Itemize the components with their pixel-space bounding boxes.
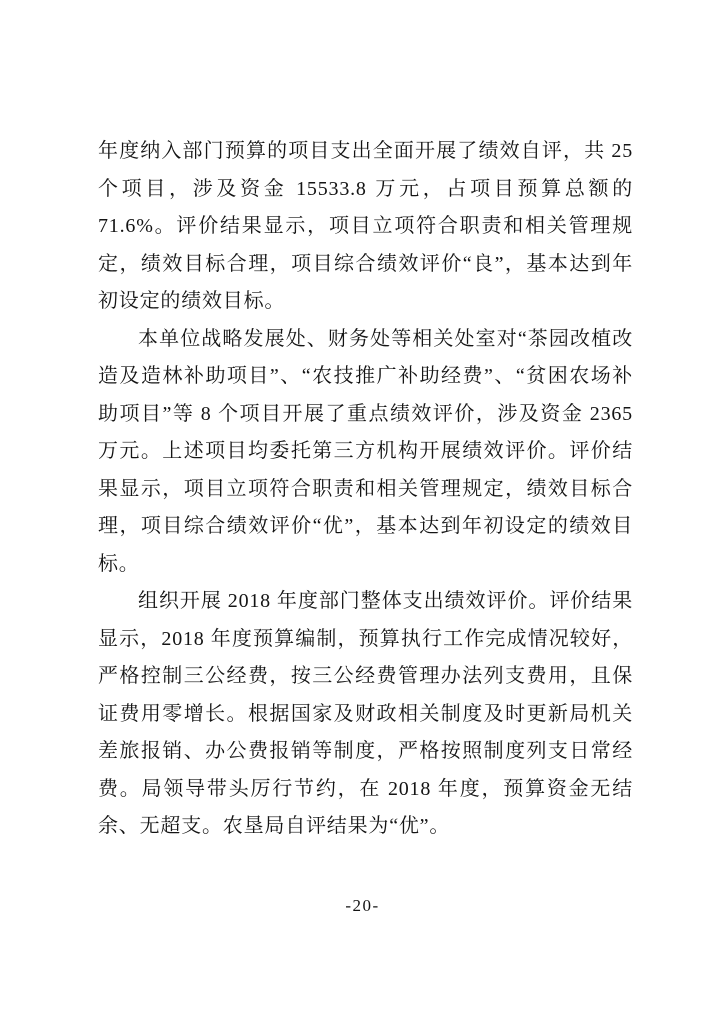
paragraph-project-self-evaluation: 年度纳入部门预算的项目支出全面开展了绩效自评，共 25 个项目，涉及资金 15533.8 万元，占项目预算总额的 71.6%。评价结果显示，项目立项符合职责和相关管理规定，绩效目标合理，项目综合绩效评价“良”，基本达到年初设定的绩效目标。 xyxy=(98,140,633,312)
paragraph-key-performance-evaluation: 本单位战略发展处、财务处等相关处室对“茶园改植改造及造林补助项目”、“农技推广补助经费”、“贫困农场补助项目”等 8 个项目开展了重点绩效评价，涉及资金 2365 万元。上述项目均委托第三方机构开展绩效评价。评价结果显示，项目立项符合职责和相关管理规定，绩效目标合理，项目综合绩效评价“优”，基本达到年初设定的绩效目标。 xyxy=(98,327,633,575)
document-body xyxy=(98,133,633,846)
paragraph-department-overall-evaluation: 组织开展 2018 年度部门整体支出绩效评价。评价结果显示，2018 年度预算编制，预算执行工作完成情况较好，严格控制三公经费，按三公经费管理办法列支费用，且保证费用零增长。根据国家及财政相关制度及时更新局机关差旅报销、办公费报销等制度，严格按照制度列支日常经费。局领导带头厉行节约，在 2018 年度，预算资金无结余、无超支。农垦局自评结果为“优”。 xyxy=(98,590,633,837)
page-number: -20- xyxy=(345,896,380,915)
